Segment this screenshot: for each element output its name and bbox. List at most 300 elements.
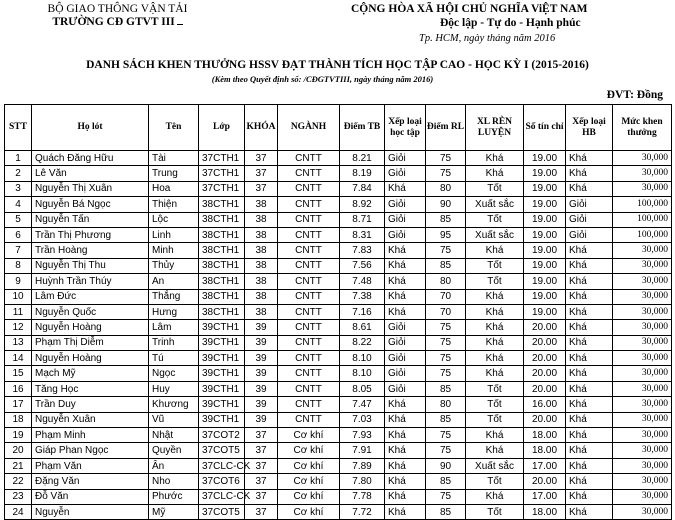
- cell-conduct-rank: Khá: [466, 243, 524, 258]
- cell-surname: Nguyễn Thị Xuân: [32, 181, 149, 196]
- cell-award-amount: 100,000: [613, 227, 672, 242]
- cell-award-amount: 30,000: [613, 151, 672, 166]
- cell-award-amount: 30,000: [613, 458, 672, 473]
- cell-surname: Lâm Đức: [32, 289, 149, 304]
- cell-conduct-rank: Tốt: [466, 212, 524, 227]
- cell-conduct-rank: Khá: [466, 304, 524, 319]
- cell-major: CNTT: [278, 227, 340, 242]
- cell-award-amount: 30,000: [613, 304, 672, 319]
- cell-conduct-rank: Khá: [466, 166, 524, 181]
- cell-class: 37CTH1: [199, 166, 245, 181]
- table-row: [5, 212, 672, 227]
- cell-conduct-score: 70: [426, 289, 466, 304]
- cell-academic-rank: Khá: [385, 243, 426, 258]
- cell-class: 37COT5: [199, 443, 245, 458]
- cell-major: CNTT: [278, 351, 340, 366]
- cell-credits: 19.00: [524, 304, 566, 319]
- cell-name: Khương: [149, 397, 199, 412]
- cell-stt: 7: [5, 243, 32, 258]
- cell-award-amount: 30,000: [613, 274, 672, 289]
- cell-cohort: 38: [245, 258, 278, 273]
- cell-major: Cơ khí: [278, 428, 340, 443]
- cell-scholarship-rank: Khá: [566, 243, 613, 258]
- cell-major: Cơ khí: [278, 458, 340, 473]
- cell-surname: Mạch Mỹ: [32, 366, 149, 381]
- cell-credits: 19.00: [524, 151, 566, 166]
- cell-gpa: 7.56: [340, 258, 385, 273]
- cell-academic-rank: Khá: [385, 428, 426, 443]
- cell-major: CNTT: [278, 258, 340, 273]
- cell-stt: 5: [5, 212, 32, 227]
- cell-conduct-rank: Tốt: [466, 504, 524, 519]
- cell-award-amount: 30,000: [613, 412, 672, 427]
- cell-class: 39CTH1: [199, 397, 245, 412]
- cell-conduct-score: 75: [426, 489, 466, 504]
- cell-award-amount: 30,000: [613, 243, 672, 258]
- table-row: [5, 428, 672, 443]
- cell-conduct-score: 80: [426, 397, 466, 412]
- cell-conduct-rank: Tốt: [466, 274, 524, 289]
- cell-stt: 19: [5, 428, 32, 443]
- cell-conduct-score: 75: [426, 351, 466, 366]
- cell-credits: 20.00: [524, 381, 566, 396]
- cell-name: Hưng: [149, 304, 199, 319]
- cell-academic-rank: Khá: [385, 489, 426, 504]
- cell-stt: 4: [5, 197, 32, 212]
- cell-scholarship-rank: Khá: [566, 428, 613, 443]
- cell-cohort: 39: [245, 412, 278, 427]
- table-row: [5, 243, 672, 258]
- cell-conduct-rank: Khá: [466, 351, 524, 366]
- table-row: [5, 181, 672, 196]
- cell-conduct-score: 85: [426, 412, 466, 427]
- cell-conduct-score: 80: [426, 181, 466, 196]
- cell-stt: 6: [5, 227, 32, 242]
- cell-major: CNTT: [278, 320, 340, 335]
- cell-award-amount: 30,000: [613, 351, 672, 366]
- cell-conduct-rank: Tốt: [466, 412, 524, 427]
- cell-award-amount: 30,000: [613, 443, 672, 458]
- cell-conduct-rank: Xuất sắc: [466, 458, 524, 473]
- cell-cohort: 38: [245, 289, 278, 304]
- cell-academic-rank: Khá: [385, 474, 426, 489]
- cell-conduct-score: 75: [426, 335, 466, 350]
- cell-credits: 19.00: [524, 258, 566, 273]
- cell-stt: 21: [5, 458, 32, 473]
- cell-credits: 19.00: [524, 181, 566, 196]
- col-header-conduct-score: Điểm RL: [426, 105, 466, 151]
- cell-cohort: 37: [245, 181, 278, 196]
- cell-scholarship-rank: Khá: [566, 304, 613, 319]
- cell-conduct-rank: Khá: [466, 428, 524, 443]
- cell-award-amount: 30,000: [613, 181, 672, 196]
- cell-scholarship-rank: Khá: [566, 381, 613, 396]
- cell-name: Trinh: [149, 335, 199, 350]
- cell-conduct-score: 80: [426, 274, 466, 289]
- cell-cohort: 38: [245, 304, 278, 319]
- cell-conduct-rank: Khá: [466, 443, 524, 458]
- cell-academic-rank: Giỏi: [385, 335, 426, 350]
- cell-surname: Nguyễn Quốc: [32, 304, 149, 319]
- cell-cohort: 38: [245, 243, 278, 258]
- cell-scholarship-rank: Khá: [566, 397, 613, 412]
- cell-surname: Nguyễn: [32, 504, 149, 519]
- cell-conduct-score: 75: [426, 428, 466, 443]
- cell-scholarship-rank: Khá: [566, 274, 613, 289]
- cell-scholarship-rank: Khá: [566, 151, 613, 166]
- cell-award-amount: 30,000: [613, 335, 672, 350]
- cell-name: Huy: [149, 381, 199, 396]
- cell-gpa: 8.21: [340, 151, 385, 166]
- cell-name: Ân: [149, 458, 199, 473]
- cell-surname: Nguyễn Hoàng: [32, 320, 149, 335]
- cell-gpa: 8.22: [340, 335, 385, 350]
- cell-scholarship-rank: Khá: [566, 258, 613, 273]
- cell-conduct-rank: Xuất sắc: [466, 227, 524, 242]
- cell-stt: 23: [5, 489, 32, 504]
- cell-gpa: 7.48: [340, 274, 385, 289]
- cell-academic-rank: Khá: [385, 289, 426, 304]
- cell-award-amount: 30,000: [613, 489, 672, 504]
- col-header-stt: STT: [5, 105, 32, 151]
- cell-conduct-score: 85: [426, 474, 466, 489]
- national-motto: Độc lập - Tự do - Hạnh phúc: [440, 17, 581, 29]
- school-name: TRƯỜNG CĐ GTVT III: [30, 16, 205, 29]
- cell-credits: 19.00: [524, 197, 566, 212]
- cell-cohort: 38: [245, 212, 278, 227]
- cell-cohort: 39: [245, 366, 278, 381]
- cell-conduct-rank: Khá: [466, 489, 524, 504]
- cell-gpa: 8.10: [340, 366, 385, 381]
- cell-name: Mỹ: [149, 504, 199, 519]
- cell-major: CNTT: [278, 181, 340, 196]
- cell-cohort: 39: [245, 320, 278, 335]
- cell-name: Ngọc: [149, 366, 199, 381]
- cell-conduct-rank: Khá: [466, 335, 524, 350]
- table-row: [5, 412, 672, 427]
- cell-scholarship-rank: Khá: [566, 412, 613, 427]
- cell-conduct-score: 95: [426, 227, 466, 242]
- col-header-cohort: KHÓA: [245, 105, 278, 151]
- currency-unit: ĐVT: Đồng: [606, 89, 663, 101]
- cell-stt: 20: [5, 443, 32, 458]
- cell-scholarship-rank: Khá: [566, 166, 613, 181]
- cell-stt: 15: [5, 366, 32, 381]
- cell-class: 37CLC-CK: [199, 458, 245, 473]
- cell-surname: Nguyễn Bá Ngọc: [32, 197, 149, 212]
- cell-class: 38CTH1: [199, 243, 245, 258]
- cell-credits: 16.00: [524, 397, 566, 412]
- cell-academic-rank: Khá: [385, 397, 426, 412]
- cell-name: Hoa: [149, 181, 199, 196]
- cell-stt: 1: [5, 151, 32, 166]
- cell-major: CNTT: [278, 274, 340, 289]
- cell-award-amount: 30,000: [613, 258, 672, 273]
- cell-class: 38CTH1: [199, 274, 245, 289]
- cell-cohort: 38: [245, 197, 278, 212]
- col-header-credits: Số tín chỉ: [524, 105, 566, 151]
- cell-cohort: 37: [245, 489, 278, 504]
- table-header-row: [5, 105, 672, 151]
- table-row: [5, 151, 672, 166]
- cell-conduct-score: 85: [426, 381, 466, 396]
- cell-scholarship-rank: Khá: [566, 351, 613, 366]
- cell-major: CNTT: [278, 412, 340, 427]
- cell-conduct-rank: Tốt: [466, 181, 524, 196]
- cell-credits: 17.00: [524, 458, 566, 473]
- cell-academic-rank: Giỏi: [385, 351, 426, 366]
- table-row: [5, 258, 672, 273]
- cell-cohort: 37: [245, 151, 278, 166]
- cell-conduct-score: 75: [426, 243, 466, 258]
- cell-class: 38CTH1: [199, 258, 245, 273]
- cell-gpa: 7.83: [340, 243, 385, 258]
- cell-gpa: 8.31: [340, 227, 385, 242]
- cell-gpa: 7.84: [340, 181, 385, 196]
- cell-gpa: 8.92: [340, 197, 385, 212]
- cell-award-amount: 30,000: [613, 166, 672, 181]
- cell-scholarship-rank: Khá: [566, 489, 613, 504]
- cell-scholarship-rank: Giỏi: [566, 227, 613, 242]
- col-header-gpa: Điểm TB: [340, 105, 385, 151]
- cell-stt: 10: [5, 289, 32, 304]
- cell-credits: 20.00: [524, 474, 566, 489]
- cell-scholarship-rank: Khá: [566, 289, 613, 304]
- cell-academic-rank: Khá: [385, 181, 426, 196]
- cell-name: Tài: [149, 151, 199, 166]
- cell-credits: 19.00: [524, 166, 566, 181]
- table-row: [5, 227, 672, 242]
- cell-award-amount: 30,000: [613, 381, 672, 396]
- cell-surname: Phạm Thị Diễm: [32, 335, 149, 350]
- cell-scholarship-rank: Khá: [566, 366, 613, 381]
- cell-surname: Trần Duy: [32, 397, 149, 412]
- cell-credits: 20.00: [524, 412, 566, 427]
- cell-major: CNTT: [278, 151, 340, 166]
- cell-stt: 9: [5, 274, 32, 289]
- cell-name: Tú: [149, 351, 199, 366]
- cell-cohort: 37: [245, 428, 278, 443]
- cell-award-amount: 100,000: [613, 197, 672, 212]
- cell-major: Cơ khí: [278, 504, 340, 519]
- cell-class: 38CTH1: [199, 227, 245, 242]
- cell-scholarship-rank: Khá: [566, 443, 613, 458]
- cell-name: Trung: [149, 166, 199, 181]
- cell-name: Phước: [149, 489, 199, 504]
- cell-conduct-rank: Xuất sắc: [466, 197, 524, 212]
- cell-academic-rank: Giỏi: [385, 320, 426, 335]
- cell-credits: 19.00: [524, 243, 566, 258]
- republic-name: CỘNG HÒA XÃ HỘI CHỦ NGHĨA ViỆT NAM: [351, 3, 588, 15]
- cell-award-amount: 30,000: [613, 366, 672, 381]
- cell-surname: Nguyễn Tấn: [32, 212, 149, 227]
- cell-major: CNTT: [278, 366, 340, 381]
- cell-class: 37COT5: [199, 504, 245, 519]
- col-header-major: NGÀNH: [278, 105, 340, 151]
- cell-conduct-score: 90: [426, 197, 466, 212]
- cell-gpa: 7.47: [340, 397, 385, 412]
- cell-class: 39CTH1: [199, 351, 245, 366]
- cell-conduct-score: 75: [426, 151, 466, 166]
- cell-name: Quyền: [149, 443, 199, 458]
- cell-credits: 19.00: [524, 212, 566, 227]
- cell-academic-rank: Khá: [385, 412, 426, 427]
- cell-gpa: 7.72: [340, 504, 385, 519]
- cell-major: CNTT: [278, 243, 340, 258]
- cell-class: 39CTH1: [199, 366, 245, 381]
- cell-scholarship-rank: Khá: [566, 474, 613, 489]
- col-header-award-amount: Mức khen thưởng: [613, 105, 672, 151]
- cell-major: CNTT: [278, 381, 340, 396]
- cell-credits: 20.00: [524, 366, 566, 381]
- col-header-academic-rank: Xếp loại học tập: [385, 105, 426, 151]
- cell-credits: 19.00: [524, 274, 566, 289]
- cell-major: CNTT: [278, 335, 340, 350]
- table-row: [5, 504, 672, 519]
- cell-award-amount: 30,000: [613, 504, 672, 519]
- cell-cohort: 39: [245, 351, 278, 366]
- cell-academic-rank: Giỏi: [385, 381, 426, 396]
- cell-stt: 14: [5, 351, 32, 366]
- cell-award-amount: 30,000: [613, 320, 672, 335]
- cell-name: Vũ: [149, 412, 199, 427]
- cell-conduct-score: 75: [426, 166, 466, 181]
- cell-surname: Nguyễn Thị Thu: [32, 258, 149, 273]
- cell-gpa: 7.78: [340, 489, 385, 504]
- cell-academic-rank: Khá: [385, 458, 426, 473]
- organization-header: [30, 3, 205, 29]
- cell-conduct-score: 90: [426, 458, 466, 473]
- cell-scholarship-rank: Khá: [566, 458, 613, 473]
- cell-major: CNTT: [278, 197, 340, 212]
- cell-class: 37CTH1: [199, 181, 245, 196]
- cell-name: Lộc: [149, 212, 199, 227]
- cell-class: 37COT2: [199, 428, 245, 443]
- col-header-name: Tên: [149, 105, 199, 151]
- cell-gpa: 7.03: [340, 412, 385, 427]
- cell-major: CNTT: [278, 397, 340, 412]
- cell-award-amount: 30,000: [613, 289, 672, 304]
- col-header-surname: Họ lót: [32, 105, 149, 151]
- cell-surname: Phạm Văn: [32, 458, 149, 473]
- award-table: [4, 104, 672, 520]
- cell-credits: 18.00: [524, 504, 566, 519]
- cell-cohort: 37: [245, 443, 278, 458]
- cell-stt: 12: [5, 320, 32, 335]
- cell-surname: Phạm Minh: [32, 428, 149, 443]
- cell-scholarship-rank: Khá: [566, 320, 613, 335]
- cell-award-amount: 30,000: [613, 397, 672, 412]
- cell-surname: Giáp Phan Ngọc: [32, 443, 149, 458]
- table-row: [5, 197, 672, 212]
- cell-academic-rank: Khá: [385, 274, 426, 289]
- cell-major: CNTT: [278, 166, 340, 181]
- cell-class: 39CTH1: [199, 320, 245, 335]
- cell-class: 38CTH1: [199, 289, 245, 304]
- cell-name: Nho: [149, 474, 199, 489]
- cell-class: 39CTH1: [199, 335, 245, 350]
- cell-academic-rank: Khá: [385, 504, 426, 519]
- cell-scholarship-rank: Giỏi: [566, 212, 613, 227]
- cell-cohort: 38: [245, 274, 278, 289]
- cell-conduct-rank: Tốt: [466, 474, 524, 489]
- cell-stt: 8: [5, 258, 32, 273]
- cell-class: 38CTH1: [199, 212, 245, 227]
- cell-gpa: 7.91: [340, 443, 385, 458]
- cell-award-amount: 30,000: [613, 474, 672, 489]
- table-row: [5, 489, 672, 504]
- document-title: DANH SÁCH KHEN THƯỞNG HSSV ĐẠT THÀNH TÍCH HỌC TẬP CAO - HỌC KỲ I (2015-2016): [86, 59, 589, 71]
- cell-gpa: 8.71: [340, 212, 385, 227]
- cell-scholarship-rank: Khá: [566, 181, 613, 196]
- cell-class: 39CTH1: [199, 381, 245, 396]
- cell-gpa: 8.19: [340, 166, 385, 181]
- cell-conduct-score: 70: [426, 304, 466, 319]
- republic-header: [335, 2, 665, 46]
- cell-academic-rank: Giỏi: [385, 197, 426, 212]
- cell-gpa: 7.38: [340, 289, 385, 304]
- table-row: [5, 443, 672, 458]
- cell-academic-rank: Giỏi: [385, 212, 426, 227]
- cell-cohort: 39: [245, 397, 278, 412]
- cell-surname: Tăng Học: [32, 381, 149, 396]
- cell-name: Thiện: [149, 197, 199, 212]
- cell-credits: 18.00: [524, 428, 566, 443]
- cell-surname: Nguyễn Xuân: [32, 412, 149, 427]
- cell-conduct-score: 85: [426, 212, 466, 227]
- cell-surname: Đặng Văn: [32, 474, 149, 489]
- cell-cohort: 39: [245, 335, 278, 350]
- cell-academic-rank: Khá: [385, 258, 426, 273]
- cell-gpa: 8.61: [340, 320, 385, 335]
- cell-name: Thắng: [149, 289, 199, 304]
- cell-major: CNTT: [278, 304, 340, 319]
- cell-stt: 18: [5, 412, 32, 427]
- cell-name: Lâm: [149, 320, 199, 335]
- cell-cohort: 37: [245, 166, 278, 181]
- cell-gpa: 7.16: [340, 304, 385, 319]
- cell-academic-rank: Giỏi: [385, 366, 426, 381]
- cell-major: CNTT: [278, 289, 340, 304]
- cell-major: Cơ khí: [278, 489, 340, 504]
- cell-scholarship-rank: Khá: [566, 504, 613, 519]
- cell-surname: Huỳnh Trần Thúy: [32, 274, 149, 289]
- cell-stt: 17: [5, 397, 32, 412]
- cell-conduct-rank: Khá: [466, 320, 524, 335]
- cell-conduct-score: 75: [426, 320, 466, 335]
- cell-academic-rank: Giỏi: [385, 151, 426, 166]
- cell-conduct-rank: Khá: [466, 289, 524, 304]
- cell-cohort: 38: [245, 227, 278, 242]
- document-subtitle: (Kèm theo Quyết định số: /CĐGTVTIII, ngày tháng năm 2016): [211, 74, 434, 84]
- cell-major: Cơ khí: [278, 443, 340, 458]
- cell-class: 38CTH1: [199, 304, 245, 319]
- cell-cohort: 37: [245, 504, 278, 519]
- cell-name: Linh: [149, 227, 199, 242]
- cell-surname: Trần Hoàng: [32, 243, 149, 258]
- cell-major: Cơ khí: [278, 474, 340, 489]
- cell-class: 37CTH1: [199, 151, 245, 166]
- cell-conduct-score: 75: [426, 443, 466, 458]
- cell-cohort: 39: [245, 381, 278, 396]
- cell-surname: Đỗ Văn: [32, 489, 149, 504]
- cell-credits: 20.00: [524, 335, 566, 350]
- cell-academic-rank: Khá: [385, 443, 426, 458]
- cell-gpa: 7.89: [340, 458, 385, 473]
- cell-credits: 19.00: [524, 289, 566, 304]
- cell-stt: 2: [5, 166, 32, 181]
- table-row: [5, 381, 672, 396]
